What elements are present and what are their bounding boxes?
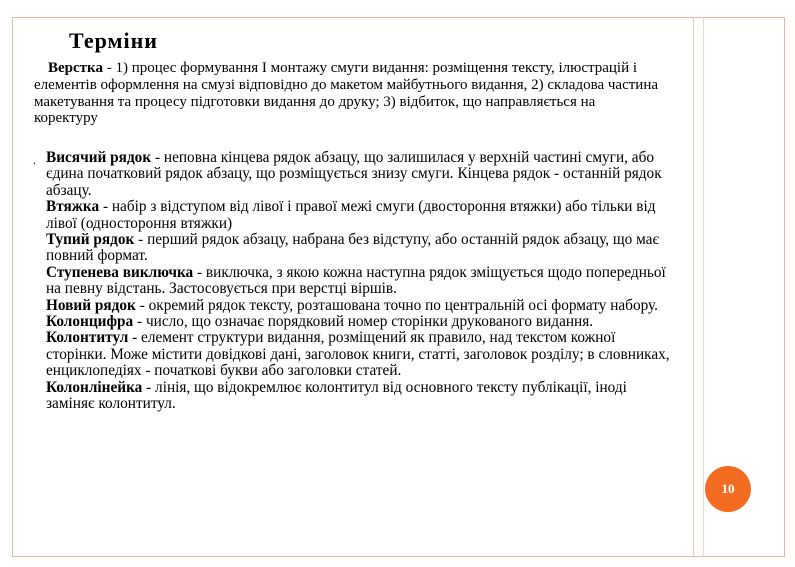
slide-title: Терміни [69,28,158,53]
definition-item [46,298,674,314]
frame-inner-line [693,17,694,557]
definition-term: Ступенева виключка [46,263,194,281]
definition-term: Новий рядок [46,296,136,314]
definition-text: - виключка, з якою кожна наступна рядок зміщується щодо попередньої на певну відстань. Застосовується при верстці віршів. [46,263,666,298]
frame-top-line [12,17,785,18]
definition-item [46,330,674,379]
intro-term: Верстка [48,60,103,76]
definition-term: Тупий рядок [46,231,135,249]
page-number-badge: 10 [705,466,751,512]
definition-item [46,232,674,265]
definition-item [46,380,674,413]
definition-text: - лінія, що відокремлює колонтитул від основного тексту публікації, іноді заміняє колонтитул. [46,378,627,413]
definition-term: Колонтитул [46,329,129,347]
frame-bottom-line [12,556,785,557]
frame-left-line [12,17,13,557]
frame-right-line [784,17,785,557]
intro-definition [34,60,662,127]
bullet-mark: . [33,153,36,167]
definition-term: Колонцифра [46,313,134,331]
definition-item [46,265,674,298]
definition-text: - число, що означає порядковий номер сторінки друкованого видання. [133,313,594,331]
definition-text: - неповна кінцева рядок абзацу, що залишилася у верхній частині смуги, або єдина початковий рядок абзацу, що розміщується знизу смуги. Кінцева рядок - останній рядок абзацу. [46,149,662,199]
frame-inner-line-2 [703,17,704,557]
definition-text: - окремий рядок тексту, розташована точно по центральній осі формату набору. [135,296,658,314]
definition-term: Колонлінейка [46,378,143,396]
definition-term: Втяжка [46,198,100,216]
definition-text: - перший рядок абзацу, набрана без відступу, або останній рядок абзацу, що має повний формат. [46,231,660,265]
definition-item [46,150,674,199]
intro-text: - 1) процес формування І монтажу смуги видання: розміщення тексту, ілюстрацій і елементів оформлення на смузі відповідно до макетом майбутнього видання, 2) складова частина макетування та процесу підготовки видання до друку; 3) відбиток, що направляється на коректуру [34,60,659,127]
definition-item [46,199,674,232]
definition-term: Висячий рядок [46,149,152,166]
definition-text: - набір з відступом від лівої і правої межі смуги (двостороння втяжки) або тільки від лівої (одностороння втяжки) [46,198,656,232]
definitions-list [46,150,674,413]
definition-item [46,314,674,330]
definition-text: - елемент структури видання, розміщений як правило, над текстом кожної сторінки. Може містити довідкові дані, заголовок книги, статті, заголовок розділу; в словниках, енциклопедіях - початкові букви або заголовки статей. [46,329,670,380]
